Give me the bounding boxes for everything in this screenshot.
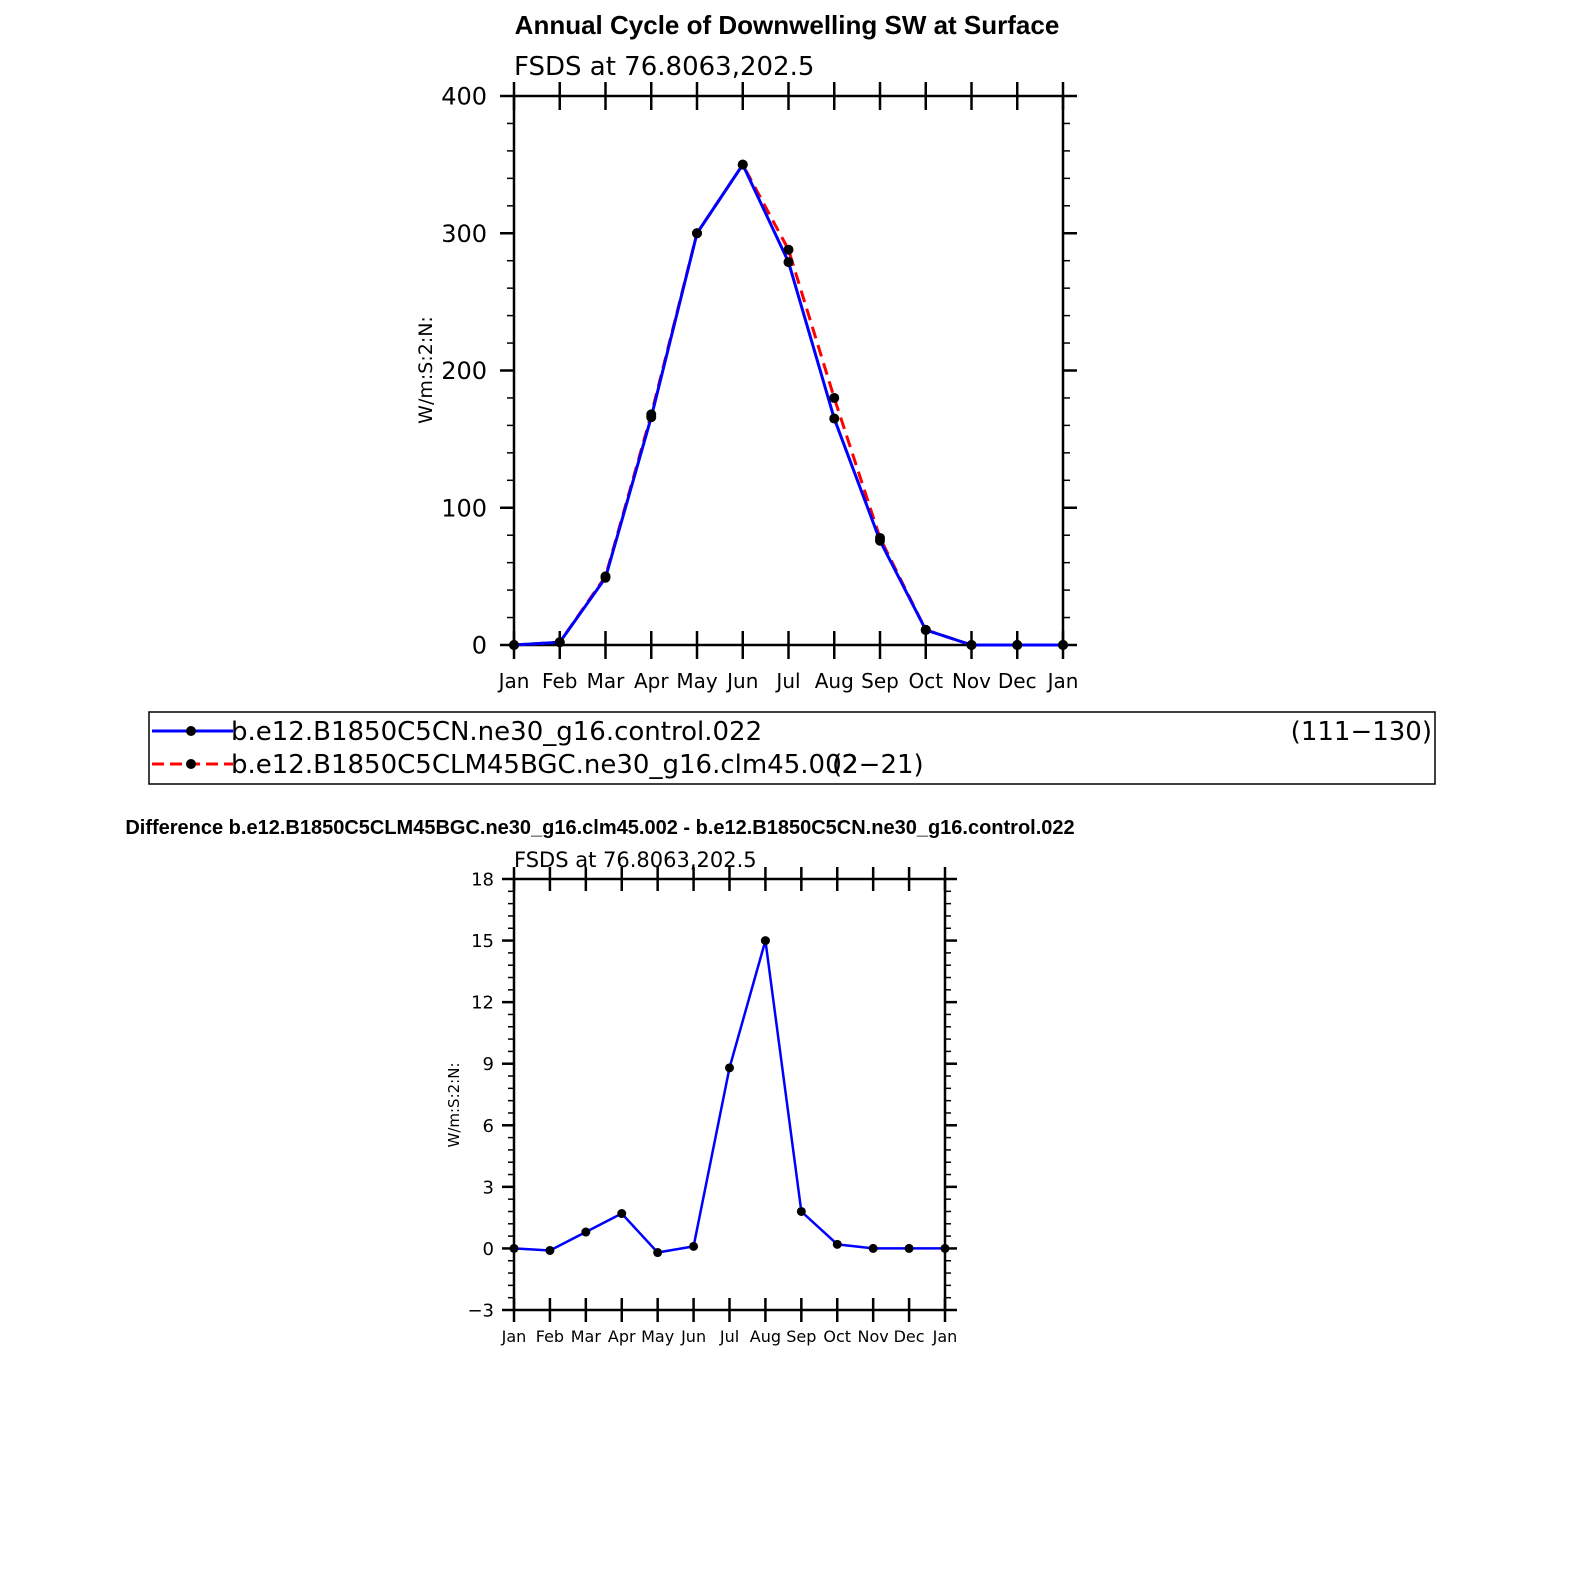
chart2-series-1-point: [545, 1246, 554, 1255]
chart2-ytick-label: 12: [471, 992, 494, 1014]
chart2-series-1-point: [797, 1207, 806, 1216]
legend-marker-series-1: [186, 726, 196, 736]
chart1-series-2-point: [555, 637, 565, 647]
chart1-series-2-point: [1058, 640, 1068, 650]
chart1-series-2-point: [921, 625, 931, 635]
chart1-xtick-label: Apr: [633, 669, 669, 693]
chart2-xtick-label: Aug: [749, 1327, 782, 1346]
chart1-legend: [149, 712, 1435, 784]
chart2-xtick-label: Jun: [681, 1327, 707, 1346]
chart2-ytick-label: 3: [482, 1177, 494, 1199]
chart2-xtick-label: Oct: [823, 1327, 852, 1346]
chart1-ytick-label: 0: [471, 631, 487, 660]
chart1-series-2-point: [738, 160, 748, 170]
chart2-ytick-label: 6: [482, 1115, 494, 1137]
chart2-series-1-point: [653, 1248, 662, 1257]
chart2-series-1-point: [617, 1209, 626, 1218]
chart1-xtick-label: Dec: [997, 669, 1037, 693]
chart1-xtick-label: Oct: [908, 669, 944, 693]
chart2-xtick-label: Jul: [719, 1327, 740, 1346]
chart2-ytick-label: −3: [467, 1300, 494, 1322]
chart2-xtick-label: Dec: [893, 1327, 925, 1346]
chart1-ytick-label: 400: [441, 82, 487, 111]
chart1-series-2-point: [875, 533, 885, 543]
chart2-xtick-label: Jan: [501, 1327, 527, 1346]
chart1-xtick-label: Feb: [542, 669, 578, 693]
chart1-xtick-label: Sep: [861, 669, 899, 693]
chart1-series-2-point: [829, 393, 839, 403]
chart1-xtick-label: Mar: [586, 669, 625, 693]
legend-marker-series-2: [186, 759, 196, 769]
chart2-subtitle: FSDS at 76.8063,202.5: [514, 848, 757, 872]
chart1-series-2-point: [784, 245, 794, 255]
chart2-series-1-point: [725, 1063, 734, 1072]
chart2-xtick-label: Nov: [857, 1327, 889, 1346]
chart1-xtick-label: Nov: [951, 669, 992, 693]
chart1-xtick-label: Aug: [814, 669, 854, 693]
chart2-series-1-point: [833, 1240, 842, 1249]
chart2-frame: [514, 879, 945, 1310]
chart1-frame: [514, 96, 1063, 645]
chart1-xtick-label: May: [676, 669, 718, 693]
chart2-ytick-label: 18: [471, 869, 494, 891]
chart1-title: Annual Cycle of Downwelling SW at Surface: [514, 10, 1060, 40]
chart1-series-2-line: [514, 165, 1063, 645]
chart2-series-1-point: [869, 1244, 878, 1253]
chart2-xtick-label: Mar: [570, 1327, 601, 1346]
chart2-xtick-label: Apr: [607, 1327, 636, 1346]
chart1-series-1-point: [829, 414, 839, 424]
chart1-subtitle: FSDS at 76.8063,202.5: [514, 52, 815, 82]
chart1-xtick-label: Jul: [776, 669, 801, 693]
chart1-series-2-point: [509, 640, 519, 650]
chart2-ylabel: W/m:S:2:N:: [445, 1062, 463, 1148]
chart2-ytick-label: 9: [482, 1054, 494, 1076]
legend-label-series-2: b.e12.B1850C5CLM45BGC.ne30_g16.clm45.002: [231, 750, 859, 780]
chart1-series-1-line: [514, 165, 1063, 645]
chart2-series-1-point: [761, 936, 770, 945]
chart2-series-1-line: [514, 941, 945, 1253]
legend-label-series-1: b.e12.B1850C5CN.ne30_g16.control.022: [231, 717, 763, 747]
chart1-series-1-point: [784, 257, 794, 267]
chart2-xtick-label: Feb: [535, 1327, 565, 1346]
chart1-series-2-point: [646, 409, 656, 419]
legend-range-series-1: (111−130): [1290, 717, 1432, 747]
chart2-xtick-label: Jan: [932, 1327, 958, 1346]
chart1-xtick-label: Jan: [1047, 669, 1079, 693]
chart2-series-1-point: [689, 1242, 698, 1251]
chart2-xtick-label: Sep: [786, 1327, 817, 1346]
chart2-ytick-label: 15: [471, 931, 494, 953]
chart1-series-2-point: [692, 228, 702, 238]
chart1-series-2-point: [601, 571, 611, 581]
chart1-ytick-label: 100: [441, 494, 487, 523]
chart2-ytick-label: 0: [482, 1238, 494, 1260]
chart1-plot: [441, 82, 1078, 693]
chart2-series-1-point: [510, 1244, 519, 1253]
chart2-plot: [467, 867, 957, 1346]
chart2-xtick-label: May: [641, 1327, 675, 1346]
chart1-ylabel: W/m:S:2:N:: [415, 316, 437, 424]
chart1-series-2-point: [1012, 640, 1022, 650]
chart1-ytick-label: 200: [441, 357, 487, 386]
legend-range-series-2: (2−21): [832, 750, 924, 780]
chart2-title: Difference b.e12.B1850C5CLM45BGC.ne30_g16.clm45.002 - b.e12.B1850C5CN.ne30_g16.control.022: [125, 817, 1075, 839]
chart1-ytick-label: 300: [441, 219, 487, 248]
chart2-series-1-point: [905, 1244, 914, 1253]
chart2-series-1-point: [581, 1228, 590, 1237]
chart1-series-2-point: [967, 640, 977, 650]
chart1-xtick-label: Jun: [727, 669, 759, 693]
chart2-series-1-point: [941, 1244, 950, 1253]
chart1-xtick-label: Jan: [498, 669, 530, 693]
